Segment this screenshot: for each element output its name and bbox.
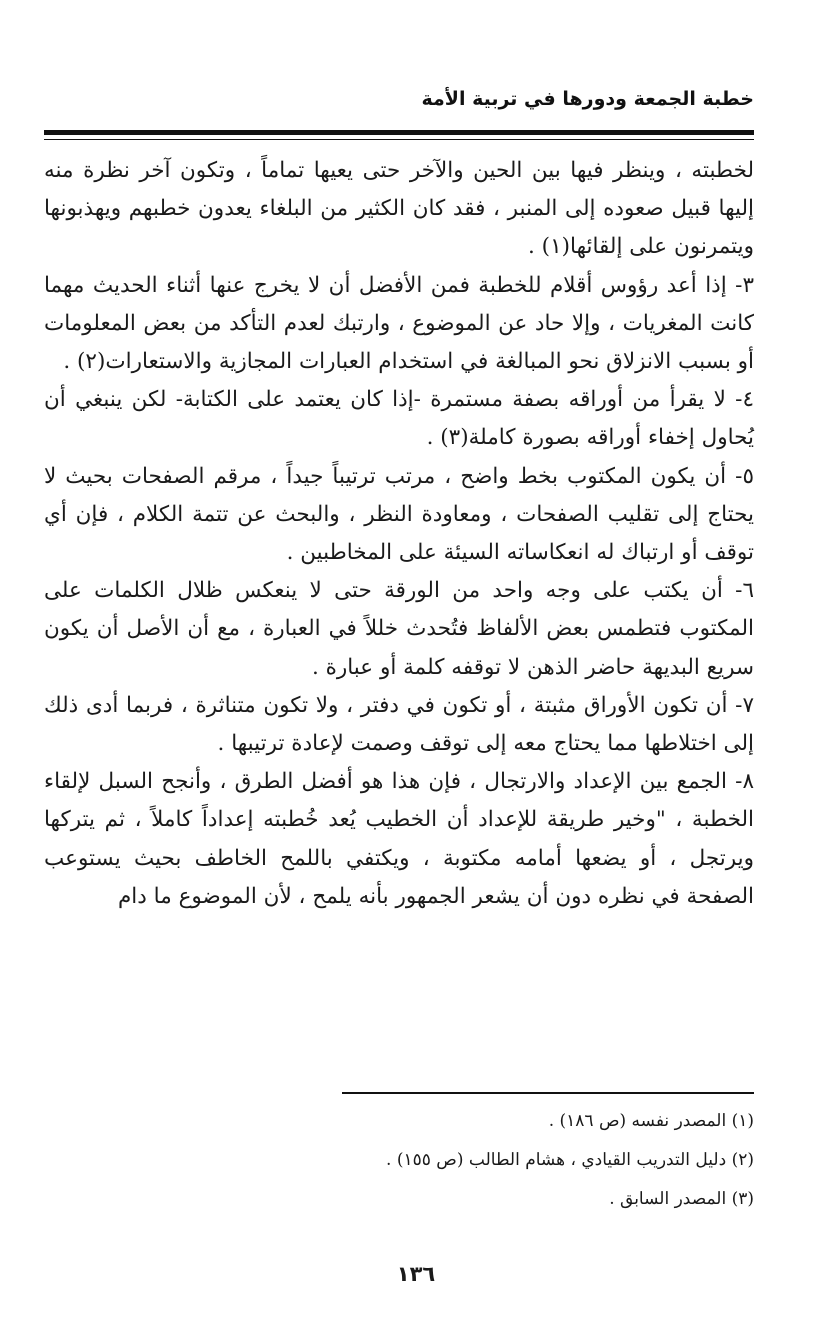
body-text	[44, 152, 754, 916]
page-number: ١٣٦	[396, 1262, 436, 1286]
footnote-separator	[342, 1092, 754, 1094]
footnote: (١) المصدر نفسه (ص ١٨٦) .	[548, 1111, 754, 1131]
footnotes	[44, 1102, 754, 1219]
paragraph: ٧- أن تكون الأوراق مثبتة ، أو تكون في دفتر ، ولا تكون متناثرة ، فربما أدى ذلك إلى اختلاطها مما يحتاج معه إلى توقف وصمت لإعادة ترتيبها .	[44, 692, 754, 757]
paragraph: ٣- إذا أعد رؤوس أقلام للخطبة فمن الأفضل أن لا يخرج عنها أثناء الحديث مهما كانت المغريات ، وإلا حاد عن الموضوع ، وارتبك لعدم التأكد من بعض المعلومات أو بسبب الانزلاق نحو المبالغة في استخدام العبارات المجازية والاستعارات(٢) .	[44, 272, 754, 375]
paragraph: ٦- أن يكتب على وجه واحد من الورقة حتى لا ينعكس ظلال الكلمات على المكتوب فتطمس بعض الألفاظ فتُحدث خللاً في العبارة ، مع أن الأصل أن يكون سريع البديهة حاضر الذهن لا توقفه كلمة أو عبارة .	[44, 578, 754, 680]
running-head-title: خطبة الجمعة ودورها في تربية الأمة	[421, 88, 754, 110]
footnote: (٢) دليل التدريب القيادي ، هشام الطالب (ص ١٥٥) .	[386, 1150, 754, 1170]
paragraph: ٨- الجمع بين الإعداد والارتجال ، فإن هذا هو أفضل الطرق ، وأنجح السبل لإلقاء الخطبة ، "وخير طريقة للإعداد أن الخطيب يُعد خُطبته إعداداً كاملاً ، ثم يتركها ويرتجل ، أو يضعها أمامه مكتوبة ، ويكتفي باللمح الخاطف بحيث يستوعب الصفحة في نظره دون أن يشعر الجمهور بأنه يلمح ، لأن الموضوع ما دام	[44, 769, 754, 909]
footnote: (٣) المصدر السابق .	[609, 1189, 754, 1209]
header-rule-thick	[44, 130, 754, 135]
paragraph: لخطبته ، وينظر فيها بين الحين والآخر حتى يعيها تماماً ، وتكون آخر نظرة منه إليها قبيل صعوده إلى المنبر ، فقد كان الكثير من البلغاء يعدون خطبهم ويهذبونها ويتمرنون على إلقائها(١) .	[44, 158, 754, 260]
paragraph: ٥- أن يكون المكتوب بخط واضح ، مرتب ترتيباً جيداً ، مرقم الصفحات بحيث لا يحتاج إلى تقليب الصفحات ، ومعاودة النظر ، والبحث عن تتمة الكلام ، فإن أي توقف أو ارتباك له انعكاساته السيئة على المخاطبين .	[44, 463, 754, 566]
header-rule-thin	[44, 139, 754, 140]
paragraph: ٤- لا يقرأ من أوراقه بصفة مستمرة -إذا كان يعتمد على الكتابة- لكن ينبغي أن يُحاول إخفاء أوراقه بصورة كاملة(٣) .	[44, 387, 754, 451]
